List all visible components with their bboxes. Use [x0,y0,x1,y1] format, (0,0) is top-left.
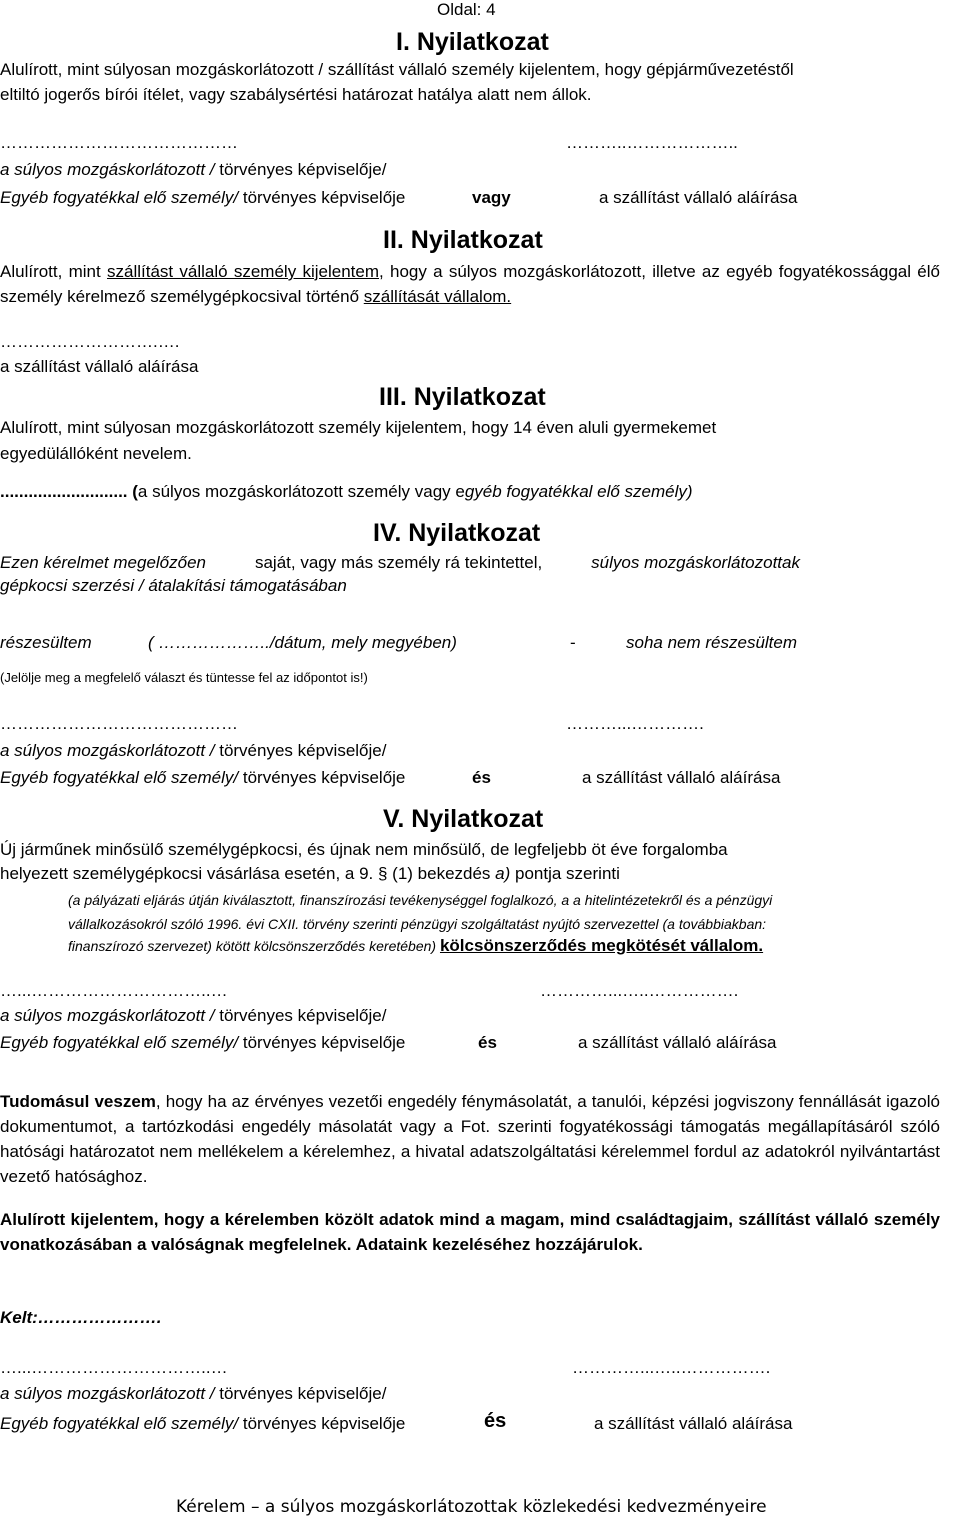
section-4-heading: IV. Nyilatkozat [373,519,541,547]
section-3-line-1: Alulírott, mint súlyosan mozgáskorlátozott személy kijelentem, hogy 14 éven aluli gyermekemet [0,418,717,437]
section-5-line-1: Új járműnek minősülő személygépkocsi, és újnak nem minősülő, de legfeljebb öt éve forgalomba [0,840,728,859]
signature-caption-line-1: a súlyos mozgáskorlátozott / törvényes képviselője/ [0,160,387,179]
carrier-signature-caption: a szállítást vállaló aláírása [599,188,798,207]
section-4-note: (Jelölje meg a megfelelő választ és tüntesse fel az időpontot is!) [0,670,368,685]
signature-caption-line-1: a súlyos mozgáskorlátozott / törvényes képviselője/ [0,741,387,760]
section-2-heading: II. Nyilatkozat [383,226,543,254]
page-number: Oldal: 4 [437,0,496,19]
carrier-signature-caption: a szállítást vállaló aláírása [594,1414,793,1433]
signature-dots-carrier: ………..……………….. [566,133,738,152]
signature-caption-line-1: a súlyos mozgáskorlátozott / törvényes képviselője/ [0,1384,387,1403]
signature-conjunction: és [478,1033,497,1052]
acknowledgement-paragraph: Tudomásul veszem, hogy ha az érvényes vezetői engedély fénymásolatát, a tanulói, képzési jogviszony fennállását igazoló dokumentumot, a tartózkodási engedély másolatát vagy a Fot. szerinti fogyatékossági támogatás megállapításáról szóló hatósági határozatot nem mellékelem a kérelemhez, a hivatal adatszolgáltatási kérelemmel fordul az adatokról nyilvántartást vezető hatósághoz. [0,1092,940,1186]
signature-dots-applicant: …...…………………………..… [0,981,228,1000]
section-5-paren-line-2: vállalkozásokról szóló 1996. évi CXII. törvény szerinti pénzügyi szolgáltatást nyújtó szervezettel (a továbbiakban: [68,916,767,932]
signature-dots-carrier: ……………………….…. [0,332,180,351]
signature-dots-carrier: …………...…..……………. [572,1358,771,1377]
signature-dots-applicant: …...…………………………..… [0,1358,228,1377]
section-3-signature-line: ........................... (a súlyos mozgáskorlátozott személy vagy egyéb fogyatékkal elő személy) [0,482,693,501]
carrier-signature-caption: a szállítást vállaló aláírása [582,768,781,787]
section-4-line-1: Ezen kérelmet megelőzően saját, vagy más személy rá tekintettel, súlyos mozgáskorlátozottak [0,553,800,572]
section-5-line-2: helyezett személygépkocsi vásárlása esetén, a 9. § (1) bekezdés a) pontja szerinti [0,864,620,883]
section-5-paren-line-1: (a pályázati eljárás útján kiválasztott, finanszírozási tevékenységgel foglalkozó, a a hitelintézetekről és a pénzügyi [68,892,773,908]
consent-declaration: Alulírott kijelentem, hogy a kérelemben közölt adatok mind a magam, mind családtagjaim, szállítást vállaló személy vonatkozásában a valóságnak megfelelnek. Adataink kezeléséhez hozzájárulok. [0,1210,940,1254]
date-place-field[interactable]: Kelt:…………………. [0,1308,162,1327]
section-5-paren-line-3: finanszírozó szervezet) kötött kölcsönszerződés keretében) kölcsönszerződés megkötését vállalom. [68,936,764,955]
signature-caption-line-2: Egyéb fogyatékkal elő személy/ törvényes képviselője [0,1414,406,1433]
signature-conjunction: és [472,768,491,787]
section-1-heading: I. Nyilatkozat [396,28,549,56]
signature-dots-carrier: …………...…..……………. [540,981,739,1000]
option-received-support[interactable]: részesültem [0,633,92,652]
signature-dots-carrier: ………...…………. [566,714,704,733]
section-3-heading: III. Nyilatkozat [379,383,546,411]
carrier-signature-caption: a szállítást vállaló aláírása [0,357,199,376]
option-date-county[interactable]: ( ………………../dátum, mely megyében) [148,633,457,652]
page-footer: Kérelem – a súlyos mozgáskorlátozottak közlekedési kedvezményeire [176,1497,767,1517]
signature-dots-applicant: …………………………………… [0,714,238,733]
signature-conjunction: vagy [472,188,511,207]
section-1-line-2: eltiltó jogerős bírói ítélet, vagy szabálysértési határozat hatálya alatt nem állok. [0,85,592,104]
section-3-line-2: egyedülállóként nevelem. [0,444,192,463]
signature-caption-line-2: Egyéb fogyatékkal elő személy/ törvényes képviselője [0,1033,406,1052]
signature-caption-line-2: Egyéb fogyatékkal elő személy/ törvényes képviselője [0,188,406,207]
option-never-received[interactable]: soha nem részesültem [626,633,798,652]
carrier-signature-caption: a szállítást vállaló aláírása [578,1033,777,1052]
signature-caption-line-1: a súlyos mozgáskorlátozott / törvényes képviselője/ [0,1006,387,1025]
section-4-line-2: gépkocsi szerzési / átalakítási támogatásában [0,576,347,595]
section-1-line-1: Alulírott, mint súlyosan mozgáskorlátozott / szállítást vállaló személy kijelentem, hogy gépjárművezetéstől [0,60,794,79]
signature-conjunction: és [484,1410,507,1432]
signature-caption-line-2: Egyéb fogyatékkal elő személy/ törvényes képviselője [0,768,406,787]
section-5-heading: V. Nyilatkozat [383,805,544,833]
signature-dots-applicant: …………………………………… [0,133,238,152]
option-separator: - [570,633,576,652]
section-2-paragraph: Alulírott, mint szállítást vállaló személy kijelentem, hogy a súlyos mozgáskorlátozott, illetve az egyéb fogyatékossággal élő személy kérelmező személygépkocsival történő szállítását vállalom. [0,262,940,306]
